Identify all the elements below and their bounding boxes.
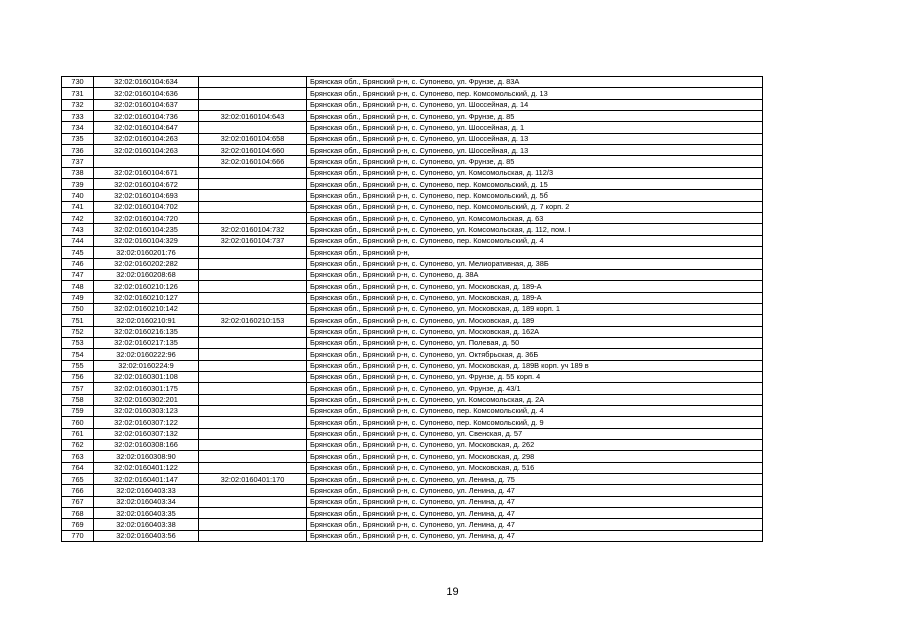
address-cell: Брянская обл., Брянский р-н, с. Супонево, ул. Фрунзе, д. 85: [307, 111, 763, 122]
address-cell: Брянская обл., Брянский р-н, с. Супонево, ул. Полевая, д. 50: [307, 337, 763, 348]
linked-cadastral-number-cell: [199, 99, 307, 110]
linked-cadastral-number-cell: 32:02:0160210:153: [199, 315, 307, 326]
linked-cadastral-number-cell: [199, 201, 307, 212]
row-number-cell: 766: [62, 485, 94, 496]
table-row: [62, 337, 763, 348]
address-cell: Брянская обл., Брянский р-н, с. Супонево, ул. Комсомольская, д. 2А: [307, 394, 763, 405]
cadastral-number-cell: 32:02:0160104:637: [94, 99, 199, 110]
linked-cadastral-number-cell: [199, 269, 307, 280]
cadastral-number-cell: 32:02:0160224:9: [94, 360, 199, 371]
row-number-cell: 743: [62, 224, 94, 235]
table-row: [62, 417, 763, 428]
linked-cadastral-number-cell: [199, 530, 307, 541]
row-number-cell: 765: [62, 474, 94, 485]
table-row: [62, 519, 763, 530]
row-number-cell: 755: [62, 360, 94, 371]
address-cell: Брянская обл., Брянский р-н, с. Супонево, ул. Ленина, д. 47: [307, 485, 763, 496]
row-number-cell: 759: [62, 405, 94, 416]
linked-cadastral-number-cell: [199, 122, 307, 133]
row-number-cell: 769: [62, 519, 94, 530]
linked-cadastral-number-cell: [199, 349, 307, 360]
table-row: [62, 496, 763, 507]
linked-cadastral-number-cell: [199, 167, 307, 178]
linked-cadastral-number-cell: [199, 496, 307, 507]
address-cell: Брянская обл., Брянский р-н, с. Супонево, ул. Шоссейная, д. 1: [307, 122, 763, 133]
linked-cadastral-number-cell: [199, 303, 307, 314]
row-number-cell: 757: [62, 383, 94, 394]
table-row: [62, 77, 763, 88]
table-row: [62, 235, 763, 246]
table-row: [62, 315, 763, 326]
cadastral-number-cell: 32:02:0160104:647: [94, 122, 199, 133]
row-number-cell: 735: [62, 133, 94, 144]
address-cell: Брянская обл., Брянский р-н, с. Супонево, ул. Комсомольская, д. 63: [307, 213, 763, 224]
linked-cadastral-number-cell: [199, 258, 307, 269]
row-number-cell: 764: [62, 462, 94, 473]
table-row: [62, 190, 763, 201]
address-cell: Брянская обл., Брянский р-н, с. Супонево, ул. Московская, д. 262: [307, 440, 763, 451]
table-row: [62, 213, 763, 224]
linked-cadastral-number-cell: [199, 360, 307, 371]
linked-cadastral-number-cell: [199, 281, 307, 292]
linked-cadastral-number-cell: [199, 440, 307, 451]
table-row: [62, 156, 763, 167]
linked-cadastral-number-cell: [199, 371, 307, 382]
row-number-cell: 762: [62, 440, 94, 451]
cadastral-number-cell: 32:02:0160303:123: [94, 405, 199, 416]
address-cell: Брянская обл., Брянский р-н, с. Супонево, ул. Московская, д. 189-А: [307, 281, 763, 292]
table-row: [62, 360, 763, 371]
address-cell: Брянская обл., Брянский р-н, с. Супонево, пер. Комсомольский, д. 15: [307, 179, 763, 190]
address-cell: Брянская обл., Брянский р-н, с. Супонево, пер. Комсомольский, д. 4: [307, 405, 763, 416]
cadastral-number-cell: 32:02:0160202:282: [94, 258, 199, 269]
address-cell: Брянская обл., Брянский р-н, с. Супонево, ул. Октябрьская, д. 36Б: [307, 349, 763, 360]
linked-cadastral-number-cell: 32:02:0160104:732: [199, 224, 307, 235]
cadastral-number-cell: 32:02:0160308:166: [94, 440, 199, 451]
cadastral-table: [61, 76, 763, 542]
row-number-cell: 756: [62, 371, 94, 382]
table-body: [62, 77, 763, 542]
table-row: [62, 88, 763, 99]
address-cell: Брянская обл., Брянский р-н, с. Супонево, пер. Комсомольский, д. 9: [307, 417, 763, 428]
table-row: [62, 111, 763, 122]
table-row: [62, 292, 763, 303]
linked-cadastral-number-cell: [199, 451, 307, 462]
row-number-cell: 761: [62, 428, 94, 439]
cadastral-number-cell: 32:02:0160302:201: [94, 394, 199, 405]
row-number-cell: 731: [62, 88, 94, 99]
cadastral-number-cell: 32:02:0160401:147: [94, 474, 199, 485]
table-row: [62, 122, 763, 133]
row-number-cell: 730: [62, 77, 94, 88]
linked-cadastral-number-cell: [199, 247, 307, 258]
table-row: [62, 508, 763, 519]
address-cell: Брянская обл., Брянский р-н, с. Супонево, ул. Московская, д. 189В корп. уч 189 в: [307, 360, 763, 371]
cadastral-number-cell: 32:02:0160301:175: [94, 383, 199, 394]
address-cell: Брянская обл., Брянский р-н, с. Супонево, ул. Комсомольская, д. 112, пом. I: [307, 224, 763, 235]
cadastral-number-cell: 32:02:0160104:671: [94, 167, 199, 178]
table-row: [62, 179, 763, 190]
cadastral-number-cell: 32:02:0160104:235: [94, 224, 199, 235]
row-number-cell: 768: [62, 508, 94, 519]
linked-cadastral-number-cell: [199, 292, 307, 303]
cadastral-number-cell: 32:02:0160307:132: [94, 428, 199, 439]
linked-cadastral-number-cell: [199, 405, 307, 416]
row-number-cell: 750: [62, 303, 94, 314]
linked-cadastral-number-cell: [199, 417, 307, 428]
linked-cadastral-number-cell: [199, 337, 307, 348]
linked-cadastral-number-cell: [199, 190, 307, 201]
address-cell: Брянская обл., Брянский р-н, с. Супонево, ул. Шоссейная, д. 14: [307, 99, 763, 110]
address-cell: Брянская обл., Брянский р-н, с. Супонево, ул. Мелиоративная, д. 38Б: [307, 258, 763, 269]
table-row: [62, 440, 763, 451]
row-number-cell: 734: [62, 122, 94, 133]
cadastral-number-cell: 32:02:0160201:76: [94, 247, 199, 258]
table-row: [62, 462, 763, 473]
table-row: [62, 349, 763, 360]
linked-cadastral-number-cell: 32:02:0160104:660: [199, 145, 307, 156]
linked-cadastral-number-cell: 32:02:0160104:666: [199, 156, 307, 167]
cadastral-number-cell: [94, 156, 199, 167]
table-row: [62, 201, 763, 212]
table-row: [62, 530, 763, 541]
address-cell: Брянская обл., Брянский р-н, с. Супонево, ул. Фрунзе, д. 43/1: [307, 383, 763, 394]
row-number-cell: 736: [62, 145, 94, 156]
address-cell: Брянская обл., Брянский р-н, с. Супонево, ул. Московская, д. 516: [307, 462, 763, 473]
address-cell: Брянская обл., Брянский р-н, с. Супонево, ул. Шоссейная, д. 13: [307, 133, 763, 144]
linked-cadastral-number-cell: [199, 394, 307, 405]
cadastral-number-cell: 32:02:0160401:122: [94, 462, 199, 473]
table-row: [62, 474, 763, 485]
row-number-cell: 749: [62, 292, 94, 303]
row-number-cell: 746: [62, 258, 94, 269]
row-number-cell: 745: [62, 247, 94, 258]
cadastral-number-cell: 32:02:0160403:38: [94, 519, 199, 530]
address-cell: Брянская обл., Брянский р-н, с. Супонево, ул. Фрунзе, д. 85: [307, 156, 763, 167]
table-row: [62, 394, 763, 405]
cadastral-number-cell: 32:02:0160104:263: [94, 145, 199, 156]
cadastral-number-cell: 32:02:0160104:720: [94, 213, 199, 224]
cadastral-number-cell: 32:02:0160208:68: [94, 269, 199, 280]
address-cell: Брянская обл., Брянский р-н, с. Супонево, ул. Ленина, д. 47: [307, 508, 763, 519]
cadastral-number-cell: 32:02:0160210:126: [94, 281, 199, 292]
table-row: [62, 281, 763, 292]
cadastral-number-cell: 32:02:0160403:34: [94, 496, 199, 507]
row-number-cell: 754: [62, 349, 94, 360]
cadastral-number-cell: 32:02:0160308:90: [94, 451, 199, 462]
linked-cadastral-number-cell: [199, 508, 307, 519]
row-number-cell: 739: [62, 179, 94, 190]
row-number-cell: 753: [62, 337, 94, 348]
table-row: [62, 145, 763, 156]
table-row: [62, 485, 763, 496]
table-row: [62, 451, 763, 462]
row-number-cell: 732: [62, 99, 94, 110]
table-row: [62, 99, 763, 110]
page-number: 19: [446, 586, 459, 598]
cadastral-number-cell: 32:02:0160104:672: [94, 179, 199, 190]
address-cell: Брянская обл., Брянский р-н,: [307, 247, 763, 258]
table-row: [62, 303, 763, 314]
linked-cadastral-number-cell: 32:02:0160104:643: [199, 111, 307, 122]
address-cell: Брянская обл., Брянский р-н, с. Супонево, пер. Комсомольский, д. 13: [307, 88, 763, 99]
cadastral-number-cell: 32:02:0160403:33: [94, 485, 199, 496]
table-row: [62, 383, 763, 394]
linked-cadastral-number-cell: [199, 462, 307, 473]
row-number-cell: 758: [62, 394, 94, 405]
linked-cadastral-number-cell: [199, 88, 307, 99]
row-number-cell: 767: [62, 496, 94, 507]
address-cell: Брянская обл., Брянский р-н, с. Супонево, пер. Комсомольский, д. 4: [307, 235, 763, 246]
table-row: [62, 258, 763, 269]
table-row: [62, 167, 763, 178]
table-row: [62, 428, 763, 439]
address-cell: Брянская обл., Брянский р-н, с. Супонево, ул. Фрунзе, д. 83А: [307, 77, 763, 88]
row-number-cell: 738: [62, 167, 94, 178]
cadastral-number-cell: 32:02:0160104:636: [94, 88, 199, 99]
cadastral-number-cell: 32:02:0160104:736: [94, 111, 199, 122]
row-number-cell: 740: [62, 190, 94, 201]
address-cell: Брянская обл., Брянский р-н, с. Супонево, ул. Ленина, д. 47: [307, 530, 763, 541]
address-cell: Брянская обл., Брянский р-н, с. Супонево, ул. Ленина, д. 47: [307, 496, 763, 507]
cadastral-number-cell: 32:02:0160216:135: [94, 326, 199, 337]
address-cell: Брянская обл., Брянский р-н, с. Супонево, ул. Шоссейная, д. 13: [307, 145, 763, 156]
table-row: [62, 269, 763, 280]
row-number-cell: 752: [62, 326, 94, 337]
row-number-cell: 748: [62, 281, 94, 292]
cadastral-number-cell: 32:02:0160403:35: [94, 508, 199, 519]
linked-cadastral-number-cell: [199, 519, 307, 530]
linked-cadastral-number-cell: 32:02:0160401:170: [199, 474, 307, 485]
row-number-cell: 742: [62, 213, 94, 224]
address-cell: Брянская обл., Брянский р-н, с. Супонево, ул. Свенская, д. 57: [307, 428, 763, 439]
address-cell: Брянская обл., Брянский р-н, с. Супонево, ул. Ленина, д. 75: [307, 474, 763, 485]
table-row: [62, 371, 763, 382]
table-row: [62, 224, 763, 235]
row-number-cell: 770: [62, 530, 94, 541]
table-row: [62, 133, 763, 144]
cadastral-number-cell: 32:02:0160217:135: [94, 337, 199, 348]
row-number-cell: 744: [62, 235, 94, 246]
row-number-cell: 760: [62, 417, 94, 428]
address-cell: Брянская обл., Брянский р-н, с. Супонево, ул. Московская, д. 298: [307, 451, 763, 462]
table-row: [62, 405, 763, 416]
address-cell: Брянская обл., Брянский р-н, с. Супонево, ул. Фрунзе, д. 55 корп. 4: [307, 371, 763, 382]
row-number-cell: 741: [62, 201, 94, 212]
address-cell: Брянская обл., Брянский р-н, с. Супонево, ул. Ленина, д. 47: [307, 519, 763, 530]
cadastral-number-cell: 32:02:0160210:91: [94, 315, 199, 326]
row-number-cell: 747: [62, 269, 94, 280]
address-cell: Брянская обл., Брянский р-н, с. Супонево, ул. Московская, д. 162А: [307, 326, 763, 337]
cadastral-number-cell: 32:02:0160403:56: [94, 530, 199, 541]
cadastral-number-cell: 32:02:0160210:127: [94, 292, 199, 303]
table-row: [62, 247, 763, 258]
row-number-cell: 737: [62, 156, 94, 167]
cadastral-number-cell: 32:02:0160301:108: [94, 371, 199, 382]
address-cell: Брянская обл., Брянский р-н, с. Супонево, пер. Комсомольский, д. 5б: [307, 190, 763, 201]
linked-cadastral-number-cell: 32:02:0160104:737: [199, 235, 307, 246]
address-cell: Брянская обл., Брянский р-н, с. Супонево, ул. Московская, д. 189 корп. 1: [307, 303, 763, 314]
cadastral-number-cell: 32:02:0160104:702: [94, 201, 199, 212]
linked-cadastral-number-cell: [199, 179, 307, 190]
linked-cadastral-number-cell: [199, 485, 307, 496]
linked-cadastral-number-cell: [199, 383, 307, 394]
cadastral-number-cell: 32:02:0160222:96: [94, 349, 199, 360]
cadastral-number-cell: 32:02:0160104:693: [94, 190, 199, 201]
address-cell: Брянская обл., Брянский р-н, с. Супонево, ул. Комсомольская, д. 112/3: [307, 167, 763, 178]
linked-cadastral-number-cell: [199, 213, 307, 224]
address-cell: Брянская обл., Брянский р-н, с. Супонево, ул. Московская, д. 189: [307, 315, 763, 326]
address-cell: Брянская обл., Брянский р-н, с. Супонево, пер. Комсомольский, д. 7 корп. 2: [307, 201, 763, 212]
cadastral-number-cell: 32:02:0160104:634: [94, 77, 199, 88]
linked-cadastral-number-cell: 32:02:0160104:658: [199, 133, 307, 144]
row-number-cell: 751: [62, 315, 94, 326]
row-number-cell: 733: [62, 111, 94, 122]
cadastral-number-cell: 32:02:0160210:142: [94, 303, 199, 314]
address-cell: Брянская обл., Брянский р-н, с. Супонево, ул. Московская, д. 189-А: [307, 292, 763, 303]
address-cell: Брянская обл., Брянский р-н, с. Супонево, д. 38А: [307, 269, 763, 280]
cadastral-number-cell: 32:02:0160104:329: [94, 235, 199, 246]
linked-cadastral-number-cell: [199, 77, 307, 88]
linked-cadastral-number-cell: [199, 326, 307, 337]
cadastral-number-cell: 32:02:0160104:263: [94, 133, 199, 144]
cadastral-number-cell: 32:02:0160307:122: [94, 417, 199, 428]
linked-cadastral-number-cell: [199, 428, 307, 439]
row-number-cell: 763: [62, 451, 94, 462]
table-row: [62, 326, 763, 337]
